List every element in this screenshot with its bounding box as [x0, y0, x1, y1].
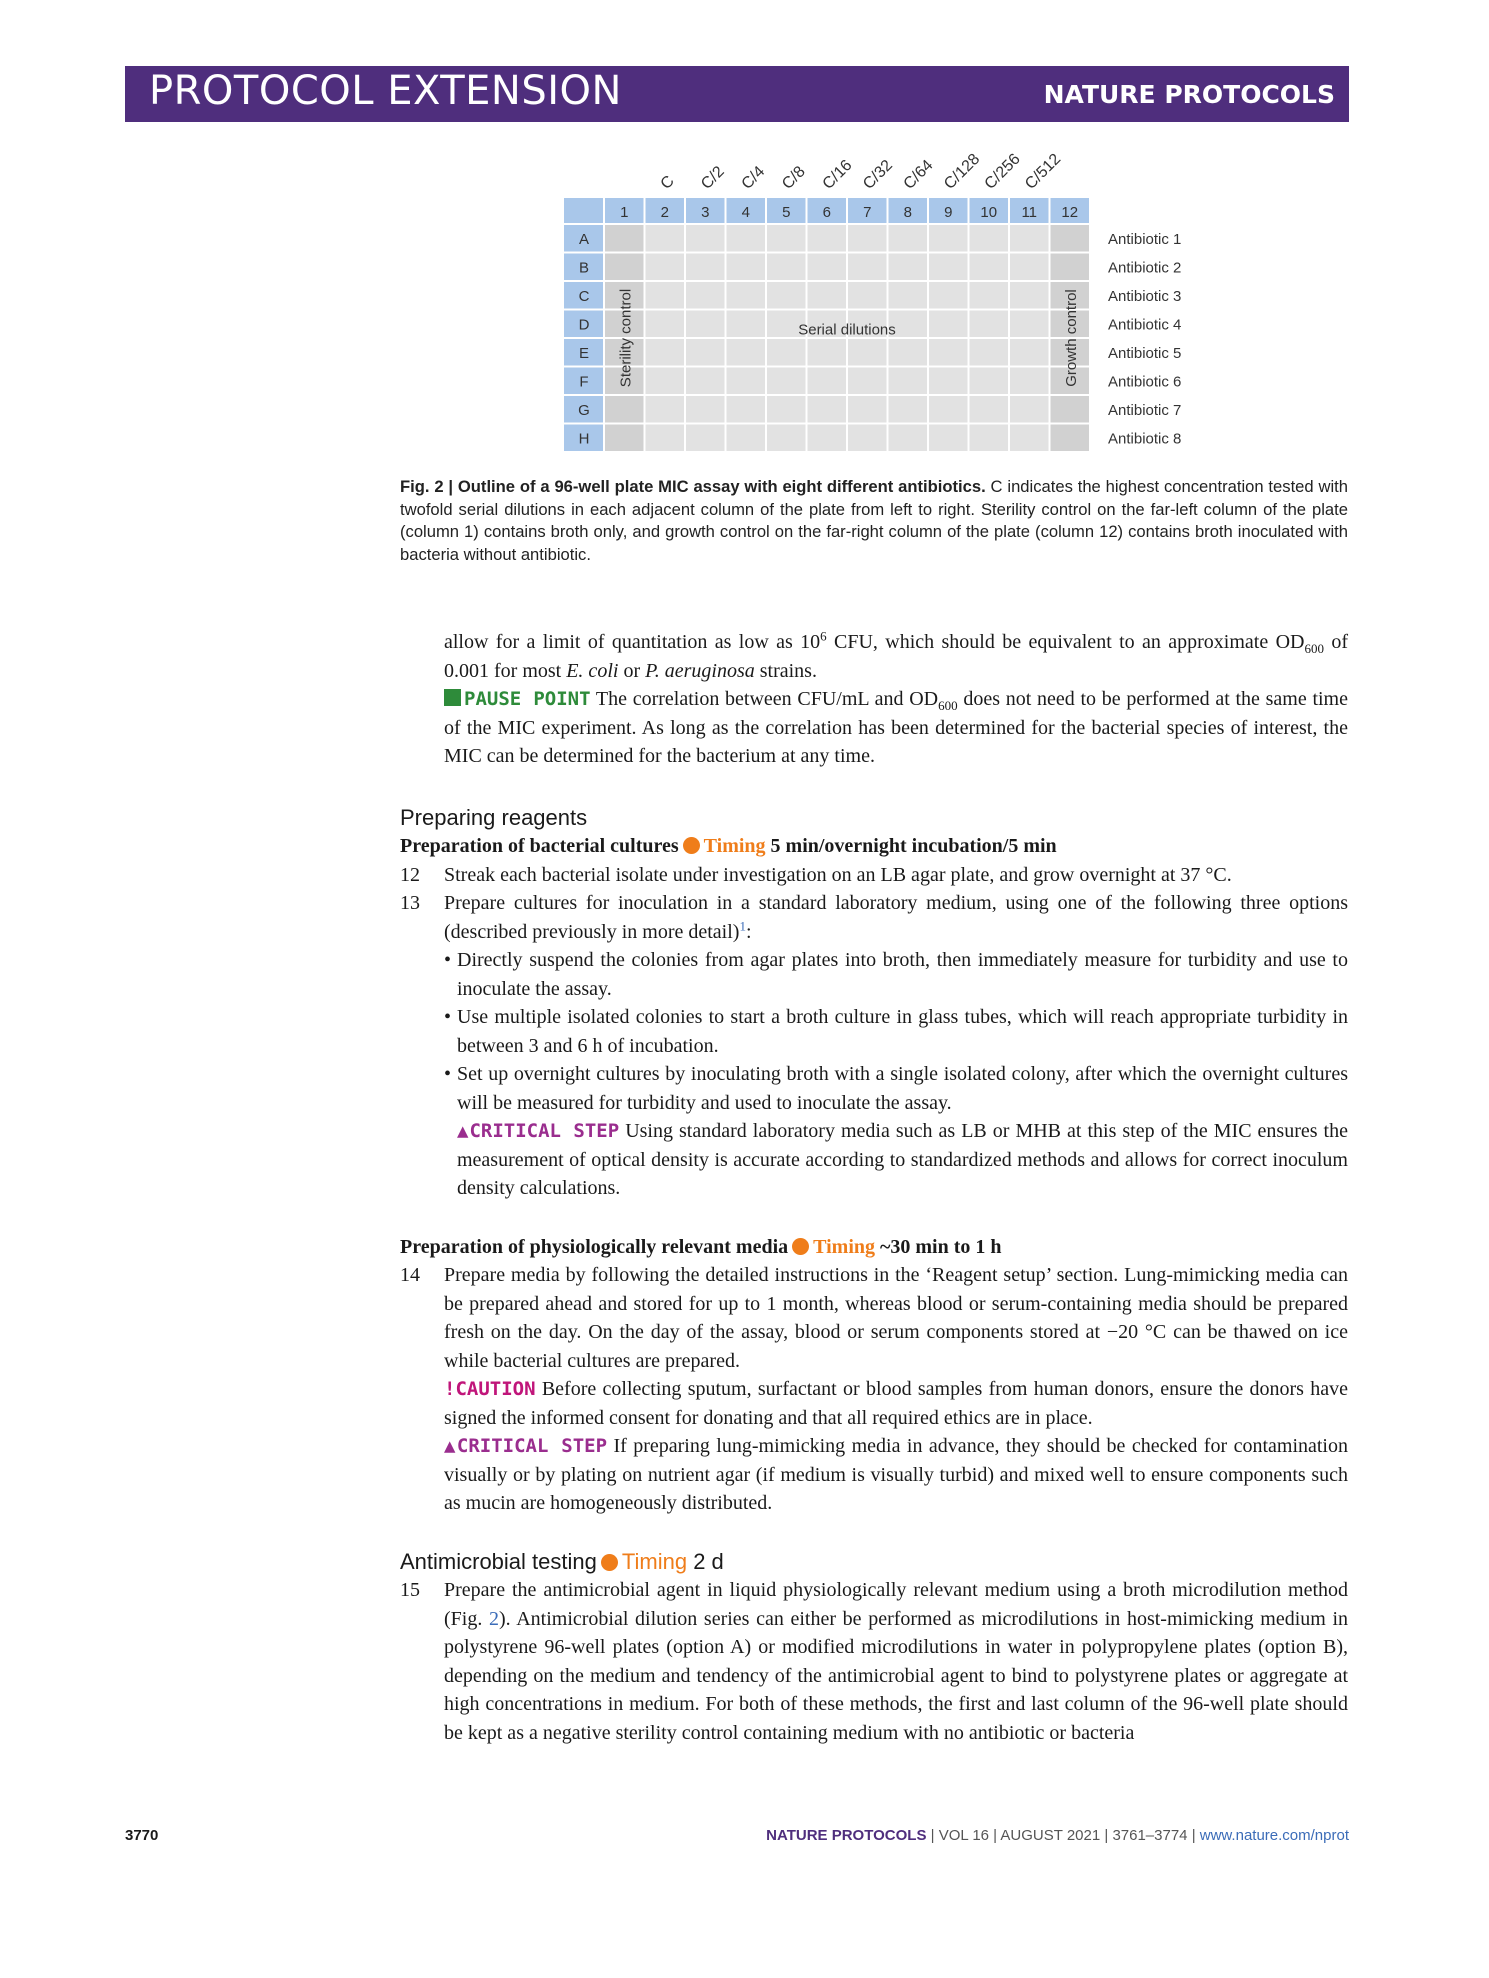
antibiotic-label: Antibiotic 1	[1108, 231, 1182, 248]
heading-bacterial-cultures: Preparation of bacterial cultures Timing 5 min/overnight incubation/5 min	[400, 835, 1057, 857]
journal-url[interactable]: www.nature.com/nprot	[1199, 1827, 1349, 1844]
pause-square-icon	[444, 689, 461, 706]
row-letter: D	[578, 316, 590, 334]
row-letter: A	[578, 231, 590, 248]
heading-preparing-reagents: Preparing reagents	[400, 804, 588, 830]
column-number: 6	[822, 204, 831, 221]
plate-figure	[0, 0, 1489, 480]
figure-link[interactable]: 2	[489, 1607, 499, 1630]
column-number: 2	[660, 204, 669, 221]
row-letter: F	[579, 373, 589, 391]
option-bullet-1: • Directly suspend the colonies from agar plates into broth, then immediately measure for turbidity and use to inoculate the assay.	[444, 949, 1348, 1000]
plate-grid	[564, 151, 1181, 452]
column-number: 7	[863, 204, 872, 221]
sterility-control-label: Sterility control	[617, 288, 635, 388]
option-bullet-3: • Set up overnight cultures by inoculating broth with a single isolated colony, after which the overnight cultures will be measured for turbidity and used to inoculate the assay.	[444, 1063, 1348, 1114]
column-number: 1	[620, 204, 629, 221]
caption-text: C indicates the highest concentration tested with twofold serial dilutions in each adjacent column of the plate from left to right. Sterility control on the far-left column of the plate (column 1) contains broth only, and growth control on the far-right column of the plate (column 12) contains broth inoculated with bacteria without antibiotic.	[400, 477, 1348, 564]
concentration-label: C/512	[1022, 150, 1065, 193]
column-number: 11	[1021, 204, 1038, 221]
timing-dot-icon	[683, 837, 700, 854]
column-number: 9	[944, 204, 953, 221]
critical-step-1: ▲CRITICAL STEP Using standard laboratory media such as LB or MHB at this step of the MIC ensures the measurement of optical density is accurate according to standardized methods and allows for correct inoculum density calculations.	[457, 1120, 1348, 1199]
concentration-label: C/256	[981, 150, 1024, 193]
column-number: 3	[701, 204, 710, 221]
antibiotic-label: Antibiotic 6	[1108, 373, 1182, 391]
row-letter: B	[578, 259, 590, 277]
column-number: 4	[741, 204, 750, 221]
continuation-paragraph: allow for a limit of quantitation as low as $10^6$ CFU, which should be equivalent to an approximate $OD_{600}$ of 0.001 for most E. coli or P. aeruginosa strains.	[444, 628, 1348, 682]
antibiotic-label: Antibiotic 4	[1108, 316, 1182, 334]
row-letter: E	[578, 345, 590, 362]
caption-label: Fig. 2 | Outline of a 96-well plate MIC assay with eight different antibiotics.	[400, 477, 986, 496]
antibiotic-label: Antibiotic 5	[1108, 345, 1182, 362]
concentration-label: C/64	[900, 156, 937, 193]
antibiotic-label: Antibiotic 8	[1108, 430, 1182, 448]
step-12: 12 Streak each bacterial isolate under investigation on an LB agar plate, and grow overnight at 37 °C.	[400, 863, 1232, 886]
timing-dot-icon	[792, 1238, 809, 1255]
serial-dilutions-label: Serial dilutions	[798, 321, 896, 339]
heading-physiological-media: Preparation of physiologically relevant media Timing ~30 min to 1 h	[400, 1235, 1002, 1258]
critical-step-2: ▲CRITICAL STEP If preparing lung-mimicking media in advance, they should be checked for contamination visually or by plating on nutrient agar (if medium is visually turbid) and mixed well to ensure components such as mucin are homogeneously distributed.	[444, 1435, 1348, 1514]
column-number: 8	[903, 204, 912, 221]
column-number: 12	[1061, 204, 1079, 221]
step-14: 14 Prepare media by following the detailed instructions in the ‘Reagent setup’ section. Lung-mimicking media can be prepared ahead and stored for up to 1 month, whereas blood or serum-containing media should be prepared fresh on the day. On the day of the assay, blood or serum components stored at −20 °C can be thawed on ice while bacterial cultures are prepared.	[400, 1264, 1348, 1372]
caution-note: !CAUTION Before collecting sputum, surfactant or blood samples from human donors, ensure the donors have signed the informed consent for donating and that all required ethics are in place.	[444, 1378, 1348, 1429]
pause-point-note: PAUSE POINT The correlation between CFU/mL and $OD_{600}$ does not need to be performed at the same time of the MIC experiment. As long as the correlation has been determined for the bacterial species of interest, the MIC can be determined for the bacterium at any time.	[444, 688, 1348, 767]
heading-antimicrobial-testing: Antimicrobial testing Timing 2 d	[400, 1548, 724, 1574]
row-letter: C	[578, 288, 590, 305]
concentration-label: C/2	[698, 163, 728, 193]
reference-link[interactable]: 1	[739, 917, 746, 933]
concentration-label: C	[657, 172, 678, 193]
footer-citation: NATURE PROTOCOLS | VOL 16 | AUGUST 2021 | 3761–3774 | www.nature.com/nprot	[766, 1827, 1349, 1844]
row-letter: G	[578, 402, 590, 419]
column-number: 5	[782, 204, 791, 221]
growth-control-label: Growth control	[1062, 289, 1080, 387]
concentration-label: C/4	[738, 163, 769, 193]
journal-name: NATURE PROTOCOLS	[1043, 80, 1335, 109]
antibiotic-label: Antibiotic 3	[1108, 288, 1182, 305]
column-number: 10	[980, 204, 998, 221]
concentration-label: C/32	[860, 156, 896, 193]
antibiotic-label: Antibiotic 2	[1108, 259, 1182, 277]
timing-dot-icon	[601, 1554, 618, 1571]
page-number: 3770	[125, 1827, 159, 1844]
section-title: PROTOCOL EXTENSION	[149, 68, 622, 114]
option-bullet-2: • Use multiple isolated colonies to start a broth culture in glass tubes, which will reach appropriate turbidity in between 3 and 6 h of incubation.	[444, 1006, 1348, 1057]
body-text	[400, 628, 1348, 1747]
concentration-label: C/8	[779, 163, 809, 193]
antibiotic-label: Antibiotic 7	[1108, 402, 1182, 419]
concentration-label: C/16	[819, 156, 856, 193]
step-13: 13 Prepare cultures for inoculation in a standard laboratory medium, using one of the following three options (described previously in more detail)$^1$:	[400, 892, 1348, 943]
concentration-label: C/128	[941, 150, 984, 193]
figure-caption	[400, 476, 1348, 566]
step-15: 15 Prepare the antimicrobial agent in liquid physiologically relevant medium using a broth microdilution method (Fig. 2). Antimicrobial dilution series can either be performed as microdilutions in host-mimicking medium in polystyrene 96-well plates (option A) or modified microdilutions in water in polypropylene plates (option B), depending on the medium and tendency of the antimicrobial agent to bind to polystyrene plates or aggregate at high concentrations in medium. For both of these methods, the first and last column of the 96-well plate should be kept as a negative sterility control containing medium with no antibiotic or bacteria	[400, 1579, 1349, 1744]
row-letter: H	[578, 430, 590, 448]
